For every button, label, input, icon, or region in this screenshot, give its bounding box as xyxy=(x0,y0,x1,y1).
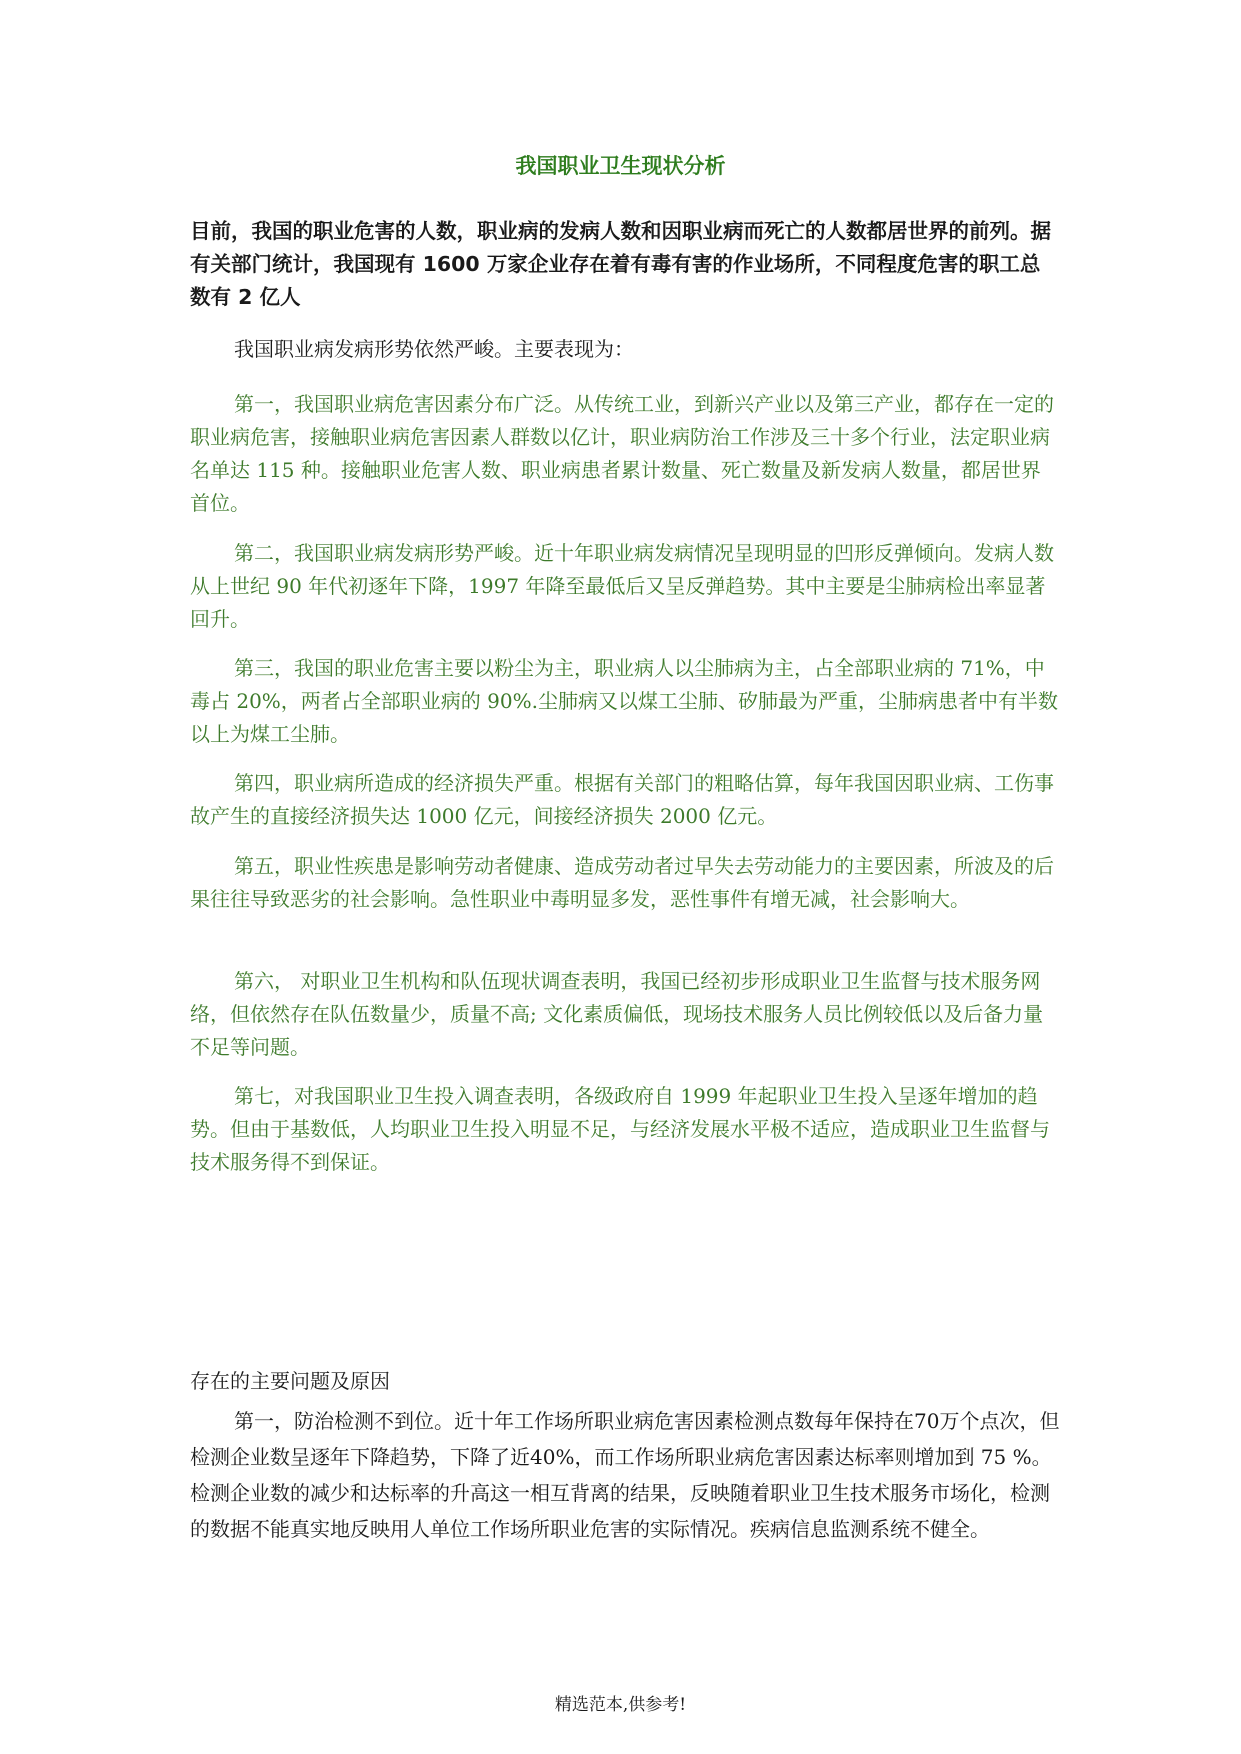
lead-paragraph: 我国职业病发病形势依然严峻。主要表现为： xyxy=(234,337,634,361)
point-paragraph-5: 第五，职业性疾患是影响劳动者健康、造成劳动者过早失去劳动能力的主要因素，所波及的后果往往导致恶劣的社会影响。急性职业中毒明显多发，恶性事件有增无减，社会影响大。 xyxy=(190,854,1054,911)
section-paragraph: 第一，防治检测不到位。近十年工作场所职业病危害因素检测点数每年保持在70万个点次，但检测企业数呈逐年下降趋势，下降了近40%，而工作场所职业病危害因素达标率则增加到 75 %。检测企业数的减少和达标率的升高这一相互背离的结果，反映随着职业卫生技术服务市场化，检测的数据不能真实地反映用人单位工作场所职业危害的实际情况。疾病信息监测系统不健全。 xyxy=(190,1409,1060,1541)
point-paragraph-1: 第一，我国职业病危害因素分布广泛。从传统工业，到新兴产业以及第三产业，都存在一定的职业病危害，接触职业病危害因素人群数以亿计，职业病防治工作涉及三十多个行业，法定职业病名单达 115 种。接触职业危害人数、职业病患者累计数量、死亡数量及新发病人数量，都居世界首位。 xyxy=(190,392,1054,515)
point-paragraph-4: 第四，职业病所造成的经济损失严重。根据有关部门的粗略估算，每年我国因职业病、工伤事故产生的直接经济损失达 1000 亿元，间接经济损失 2000 亿元。 xyxy=(190,771,1054,828)
document-title: 我国职业卫生现状分析 xyxy=(515,154,726,178)
point-paragraph-2: 第二，我国职业病发病形势严峻。近十年职业病发病情况呈现明显的凹形反弹倾向。发病人数从上世纪 90 年代初逐年下降，1997 年降至最低后又呈反弹趋势。其中主要是尘肺病检出率显著回升。 xyxy=(190,541,1054,631)
point-paragraph-6: 第六， 对职业卫生机构和队伍现状调查表明，我国已经初步形成职业卫生监督与技术服务网络，但依然存在队伍数量少，质量不高; 文化素质偏低，现场技术服务人员比例较低以及后备力量不足等问题。 xyxy=(190,969,1044,1059)
point-paragraph-3: 第三，我国的职业危害主要以粉尘为主，职业病人以尘肺病为主，占全部职业病的 71%，中毒占 20%，两者占全部职业病的 90%.尘肺病又以煤工尘肺、矽肺最为严重，尘肺病患者中有半数以上为煤工尘肺。 xyxy=(190,656,1058,746)
intro-paragraph: 目前，我国的职业危害的人数，职业病的发病人数和因职业病而死亡的人数都居世界的前列。据有关部门统计，我国现有 1600 万家企业存在着有毒有害的作业场所，不同程度危害的职工总数有 2 亿人 xyxy=(190,219,1051,309)
point-paragraph-7: 第七，对我国职业卫生投入调查表明，各级政府自 1999 年起职业卫生投入呈逐年增加的趋势。但由于基数低，人均职业卫生投入明显不足，与经济发展水平极不适应，造成职业卫生监督与技术服务得不到保证。 xyxy=(190,1084,1050,1174)
page-footer: 精选范本,供参考! xyxy=(554,1695,687,1715)
section-heading: 存在的主要问题及原因 xyxy=(190,1369,390,1393)
